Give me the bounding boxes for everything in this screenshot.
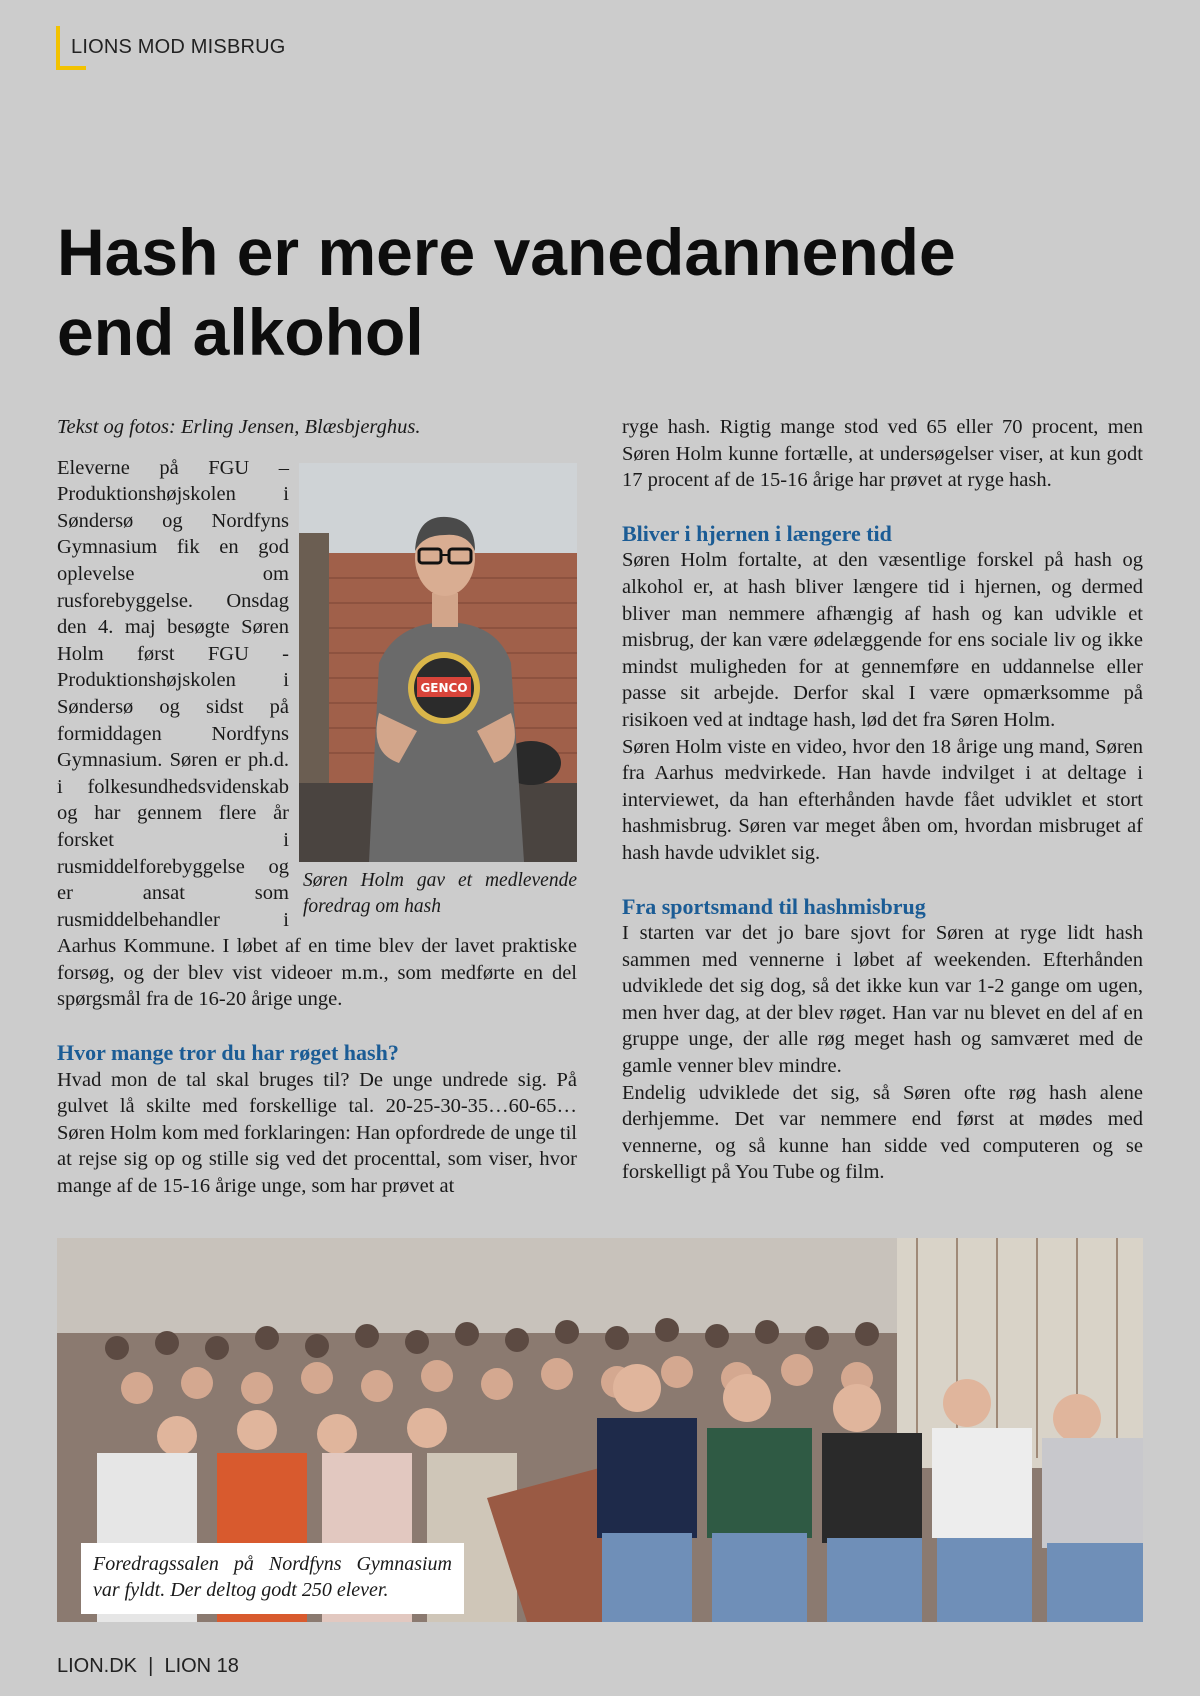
section1-paragraph-right: ryge hash. Rigtig mange stod ved 65 eller 70 procent, men Søren Holm kunne fortælle, at undersøgelser viser, at kun godt 17 procent af de 15-16 årige har prøvet at ryge hash. xyxy=(622,416,1143,492)
intro-paragraph: Eleverne på FGU – Produktionshøjskolen i Søndersø og Nordfyns Gymnasium fik en god oplevelse om rusforebyggelse. Onsdag den 4. maj besøgte Søren Holm først FGU - Produktionshøjskolen i Søndersø og sidst på formiddagen Nordfyns Gymnasium. Søren er ph.d. i folkesundhedsvidenskab og har gennem flere år forsket i rusmiddelforebyggelse og er ansat som rusmiddelbehandler i Aarhus Kommune. I løbet af en time blev der lavet praktiske forsøg, og der blev vist videoer m.m., som medførte en del spørgsmål fra de 16-20 årige unge. xyxy=(57,456,577,1011)
section3-paragraph-1: I starten var det jo bare sjovt for Søren at ryge lidt hash sammen med vennerne i løbet af weekenden. Efterhånden udviklede det sig dog, så det ikke kun var 1-2 gange om ugen, men hver dag, at der blev røget. Han var nu blevet en del af en gruppe unge, der alle røg meget hash og samværet med de gamle venner blev mindre. xyxy=(622,922,1143,1078)
left-column xyxy=(57,414,577,1200)
subheading-sportsman: Fra sportsmand til hashmisbrug xyxy=(622,893,926,919)
title-line-1: Hash er mere vanedannende xyxy=(57,215,956,289)
title-line-2: end alkohol xyxy=(57,295,424,369)
right-column xyxy=(622,414,1143,1186)
section2-paragraph-1: Søren Holm fortalte, at den væsentlige forskel på hash og alkohol er, at hash bliver længere tid i hjernen, og dermed bliver man nemmere afhængig af hash og kan udvikle et misbrug, der kan være ødelæggende for ens sociale liv og ikke mindst muligheden for at gennemføre en uddannelse eller passe sit arbejde. Derfor skal I være opmærksomme på risikoen ved at indtage hash, lød det fra Søren Holm. xyxy=(622,549,1143,731)
section2-paragraph-2: Søren Holm viste en video, hvor den 18 årige ung mand, Søren fra Aarhus medvirkede. Han havde indvilget i at deltage i interviewet, da han efterhånden havde fået udviklet et stort hashmisbrug. Søren var meget åben om, hvordan misbruget af hash havde udviklet sig. xyxy=(622,735,1143,864)
speaker-photo xyxy=(299,463,577,862)
speaker-photo-caption: Søren Holm gav et medlevende foredrag om hash xyxy=(303,869,577,917)
speaker-figure xyxy=(299,463,577,920)
subheading-how-many: Hvor mange tror du har røget hash? xyxy=(57,1040,399,1066)
page-footer: LION.DK | LION 18 xyxy=(57,1655,239,1677)
section3-paragraph-2: Endelig udviklede det sig, så Søren ofte røg hash alene derhjemme. Det var nemmere end først at mødes med vennerne, og så kunne han sidde ved computeren og se forskelligt på You Tube og film. xyxy=(622,1081,1143,1184)
byline: Tekst og fotos: Erling Jensen, Blæsbjerghus. xyxy=(57,416,421,438)
svg-text:GENCO: GENCO xyxy=(420,680,468,695)
auditorium-photo-caption: Foredragssalen på Nordfyns Gymnasium var fyldt. Der deltog godt 250 elever. xyxy=(81,1543,464,1614)
section-label: LIONS MOD MISBRUG xyxy=(71,36,286,58)
subheading-brain: Bliver i hjernen i længere tid xyxy=(622,520,892,546)
section1-paragraph-left: Hvad mon de tal skal bruges til? De unge undrede sig. På gulvet lå skilte med forskellige tal. 20-25-30-35…60-65… Søren Holm kom med forklaringen: Han opfordrede de unge til at rejse sig op og stille sig ved det procenttal, som viser, hvor mange af de 15-16 årige unge, som har prøvet at xyxy=(57,1068,577,1198)
article-title xyxy=(57,212,1057,372)
